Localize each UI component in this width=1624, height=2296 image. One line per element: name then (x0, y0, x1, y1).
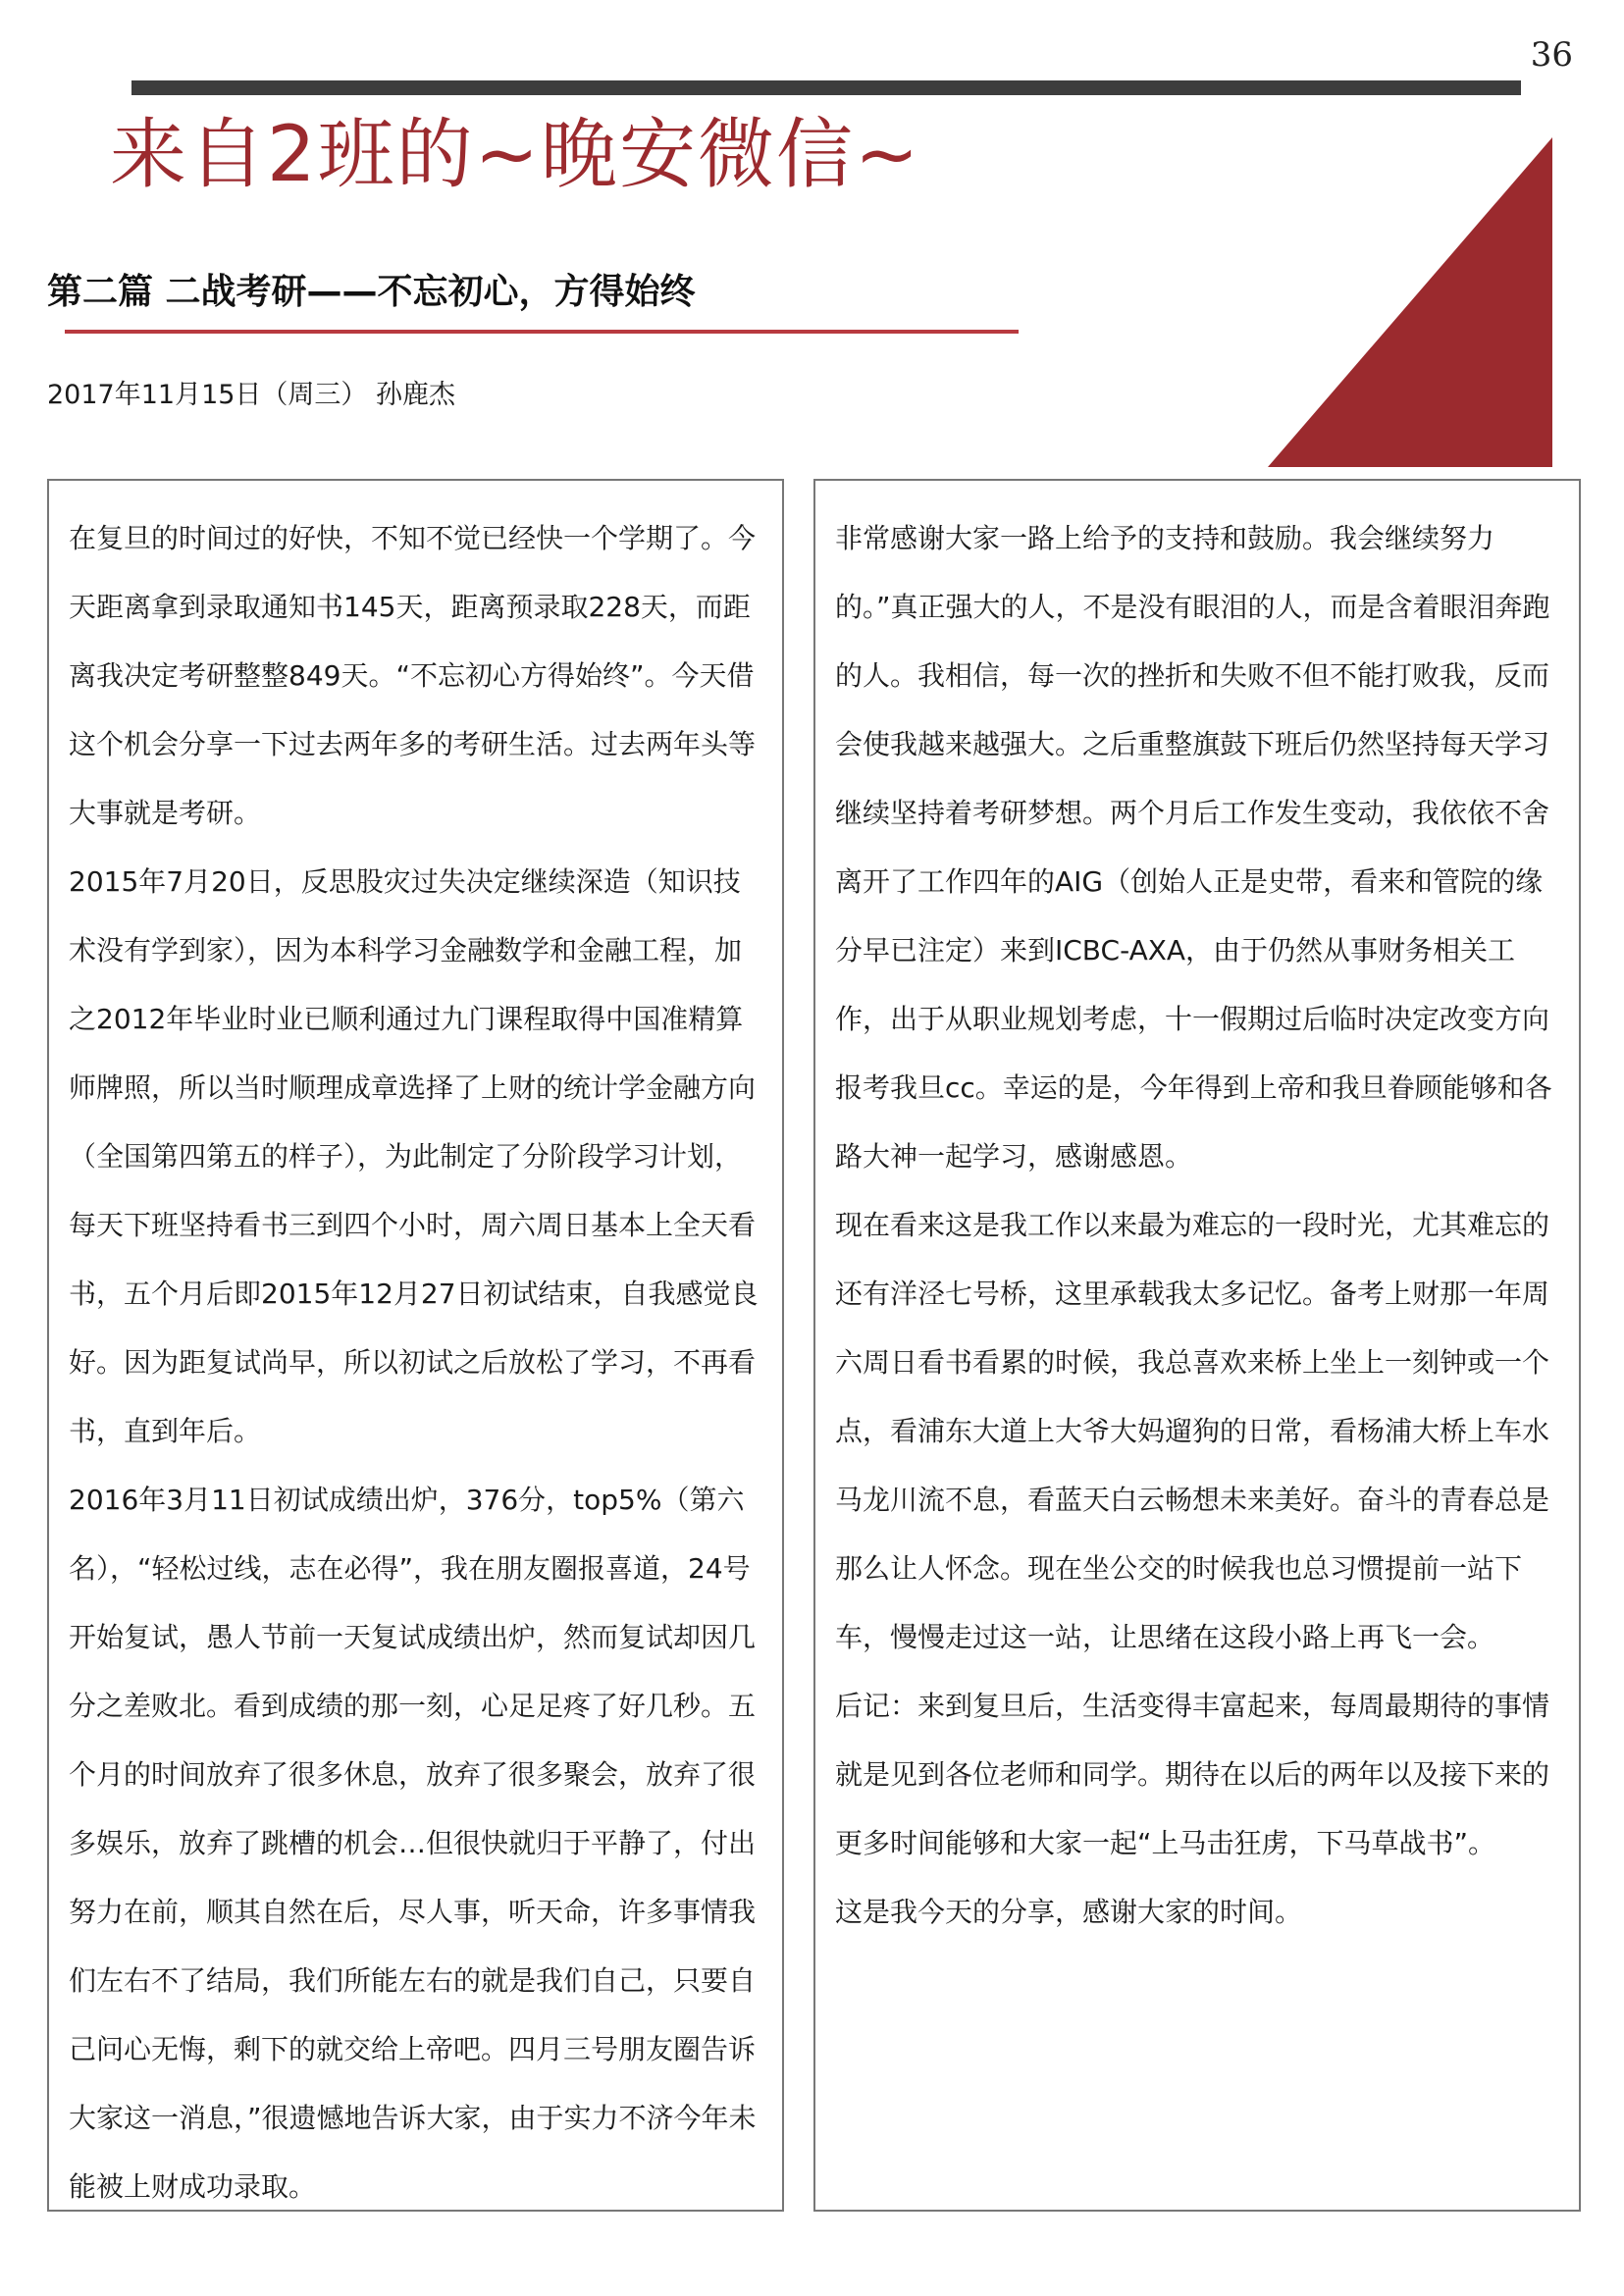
paragraph: 2016年3月11日初试成绩出炉，376分，top5%（第六名），“轻松过线，志在必得”，我在朋友圈报喜道，24号开始复试，愚人节前一天复试成绩出炉，然而复试却因几分之差败北。看到成绩的那一刻，心足足疼了好几秒。五个月的时间放弃了很多休息，放弃了很多聚会，放弃了很多娱乐，放弃了跳槽的机会…但很快就归于平静了，付出努力在前，顺其自然在后，尽人事，听天命，许多事情我们左右不了结局，我们所能左右的就是我们自己，只要自己问心无悔，剩下的就交给上帝吧。四月三号朋友圈告诉大家这一消息，”很遗憾地告诉大家，由于实力不济今年未能被上财成功录取。 (69, 1484, 757, 2203)
paragraph: 2015年7月20日，反思股灾过失决定继续深造（知识技术没有学到家），因为本科学习金融数学和金融工程，加之2012年毕业时业已顺利通过九门课程取得中国准精算师牌照，所以当时顺理成章选择了上财的统计学金融方向（全国第四第五的样子），为此制定了分阶段学习计划，每天下班坚持看书三到四个小时，周六周日基本上全天看书，五个月后即2015年12月27日初试结束，自我感觉良好。因为距复试尚早，所以初试之后放松了学习，不再看书，直到年后。 (69, 865, 759, 1447)
article-title: 第二篇 二战考研——不忘初心，方得始终 (47, 272, 696, 312)
paragraph: 后记：来到复旦后，生活变得丰富起来，每周最期待的事情就是见到各位老师和同学。期待在以后的两年以及接下来的更多时间能够和大家一起“上马击狂虏，下马草战书”。 (835, 1690, 1550, 1859)
paragraph: 在复旦的时间过的好快，不知不觉已经快一个学期了。今天距离拿到录取通知书145天，距离预录取228天，而距离我决定考研整整849天。“不忘初心方得始终”。今天借这个机会分享一下过去两年多的考研生活。过去两年头等大事就是考研。 (69, 522, 757, 829)
paragraph: 这是我今天的分享，感谢大家的时间。 (835, 1896, 1303, 1928)
article-byline: 2017年11月15日（周三） 孙鹿杰 (47, 380, 456, 410)
header-title: 来自2班的~晚安微信~ (110, 111, 921, 199)
page-number: 36 (1530, 35, 1573, 75)
right-column (813, 479, 1581, 2212)
header-rule (131, 80, 1521, 95)
paragraph: 非常感谢大家一路上给予的支持和鼓励。我会继续努力的。”真正强大的人，不是没有眼泪的人，而是含着眼泪奔跑的人。我相信，每一次的挫折和失败不但不能打败我，反而会使我越来越强大。之后重整旗鼓下班后仍然坚持每天学习继续坚持着考研梦想。两个月后工作发生变动，我依依不舍离开了工作四年的AIG（创始人正是史带，看来和管院的缘分早已注定）来到ICBC-AXA，由于仍然从事财务相关工作，出于从职业规划考虑，十一假期过后临时决定改变方向报考我旦cc。幸运的是，今年得到上帝和我旦眷顾能够和各路大神一起学习，感谢感恩。 (835, 522, 1552, 1173)
paragraph: 现在看来这是我工作以来最为难忘的一段时光，尤其难忘的还有洋泾七号桥，这里承载我太多记忆。备考上财那一年周六周日看书看累的时候，我总喜欢来桥上坐上一刻钟或一个点，看浦东大道上大爷大妈遛狗的日常，看杨浦大桥上车水马龙川流不息，看蓝天白云畅想未来美好。奋斗的青春总是那么让人怀念。现在坐公交的时候我也总习惯提前一站下车，慢慢走过这一站，让思绪在这段小路上再飞一会。 (835, 1209, 1550, 1653)
title-underline (65, 330, 1019, 334)
left-column (47, 479, 784, 2212)
decorative-triangle (1268, 137, 1552, 467)
